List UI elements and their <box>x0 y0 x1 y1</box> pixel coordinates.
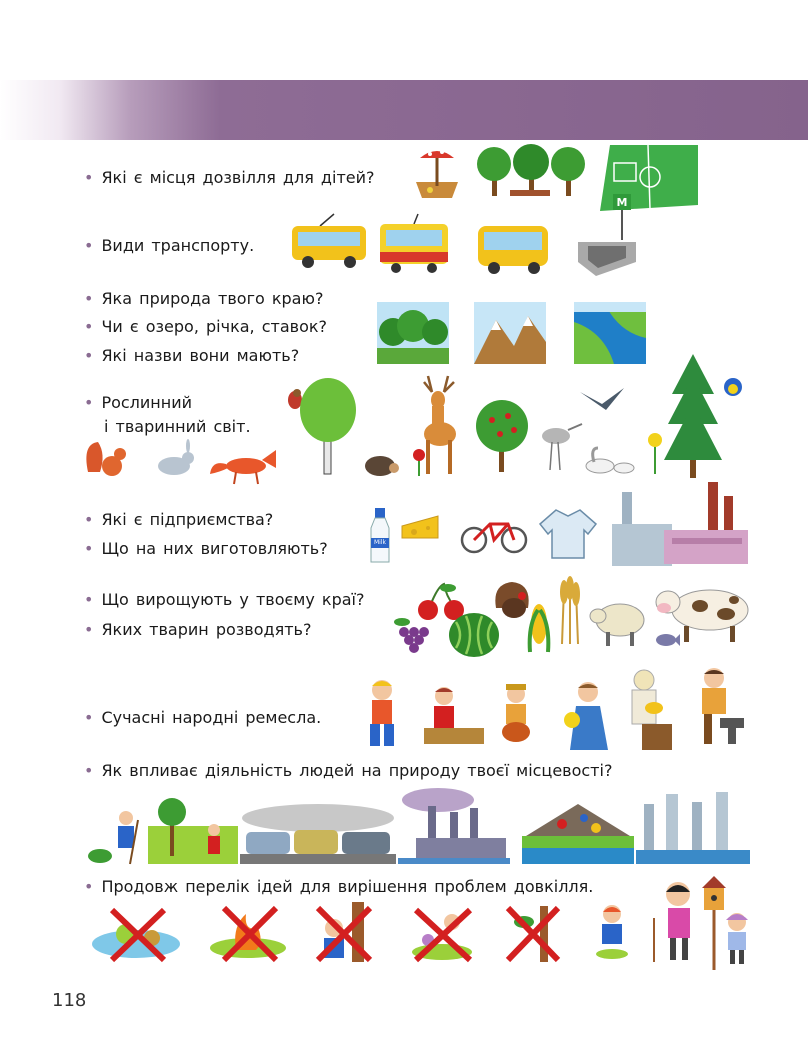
hedgehog-illustration <box>364 450 400 476</box>
question-livestock: • Яких тварин розводять? <box>84 620 312 639</box>
metro-sign-label: М <box>616 196 628 209</box>
child-watering-illustration <box>646 878 702 962</box>
crossed-litter-illustration <box>86 904 186 962</box>
question-leisure: • Які є місця дозвілля для дітей? <box>84 168 375 187</box>
sheep-illustration <box>588 596 648 648</box>
shirt-illustration <box>540 508 596 560</box>
craftsman-carpenter-illustration <box>356 676 406 748</box>
crossed-nest-destruction-illustration <box>312 902 378 962</box>
grapes-illustration <box>392 618 438 654</box>
mountains-illustration <box>474 302 546 364</box>
flowers-illustration <box>408 448 430 476</box>
child-with-hat-illustration <box>722 910 752 964</box>
question-names: • Які назви вони мають? <box>84 346 300 365</box>
birch-tree-illustration <box>296 376 360 474</box>
question-flora: • Рослинний <box>84 393 193 412</box>
crossed-branch-breaking-illustration <box>504 902 562 962</box>
tree-planting-illustration <box>148 796 238 864</box>
traffic-jam-illustration <box>240 802 396 864</box>
bicycle-illustration <box>460 512 528 554</box>
craftsman-woodcarver-illustration <box>424 684 484 748</box>
factory-illustration <box>612 478 748 566</box>
fox-illustration <box>210 440 282 484</box>
tram-illustration <box>378 214 450 276</box>
landfill-illustration <box>522 796 634 864</box>
sandbox-illustration <box>412 142 462 202</box>
question-fauna: і тваринний світ. <box>104 417 251 436</box>
swallow-illustration <box>580 388 624 418</box>
trolleybus-illustration <box>290 214 368 272</box>
trees-bench-illustration <box>474 142 589 204</box>
cheese-illustration <box>400 512 440 542</box>
forest-illustration <box>377 302 449 364</box>
question-transport: • Види транспорту. <box>84 236 255 255</box>
craftsman-blacksmith-illustration <box>692 666 746 748</box>
question-crops: • Що вирощують у твоєму краї? <box>84 590 365 609</box>
craftsman-potter-illustration <box>496 682 536 748</box>
swans-illustration <box>584 444 636 474</box>
crossed-fire-illustration <box>206 904 290 962</box>
fish-illustration <box>654 632 680 648</box>
question-nature: • Яка природа твого краю? <box>84 289 324 308</box>
craftsman-embroiderer-illustration <box>558 680 610 750</box>
page-number: 118 <box>52 990 87 1011</box>
river-illustration <box>574 302 646 364</box>
wheat-illustration <box>552 578 586 644</box>
hare-illustration <box>150 440 198 480</box>
question-crafts: • Сучасні народні ремесла. <box>84 708 322 727</box>
crossed-flower-picking-illustration <box>408 904 478 962</box>
question-water: • Чи є озеро, річка, ставок? <box>84 317 328 336</box>
question-enterprises: • Які є підприємства? <box>84 510 274 529</box>
metro-entrance-illustration <box>576 192 642 278</box>
header-banner <box>0 80 808 140</box>
craftsman-beekeeper-illustration <box>618 668 674 752</box>
corn-illustration <box>526 600 552 654</box>
industrial-plant-illustration <box>636 784 750 864</box>
milk-bottle-illustration <box>368 508 392 564</box>
bluetit-illustration <box>722 376 744 398</box>
child-planting-illustration <box>592 904 632 960</box>
narcissus-illustration <box>645 432 665 474</box>
question-products: • Що на них виготовляють? <box>84 539 328 558</box>
spruce-tree-illustration <box>664 354 722 478</box>
question-impact: • Як впливає діяльність людей на природу твоєї місцевості? <box>84 761 613 780</box>
gardener-illustration <box>86 808 146 864</box>
factory-smoke-illustration <box>398 788 510 864</box>
heron-illustration <box>534 416 586 472</box>
bus-illustration <box>476 222 552 278</box>
rowan-bush-illustration <box>472 396 532 472</box>
squirrel-illustration <box>82 438 130 478</box>
milk-label: Milk <box>374 539 386 546</box>
question-ideas: • Продовж перелік ідей для вирішення проблем довкілля. <box>84 877 594 896</box>
